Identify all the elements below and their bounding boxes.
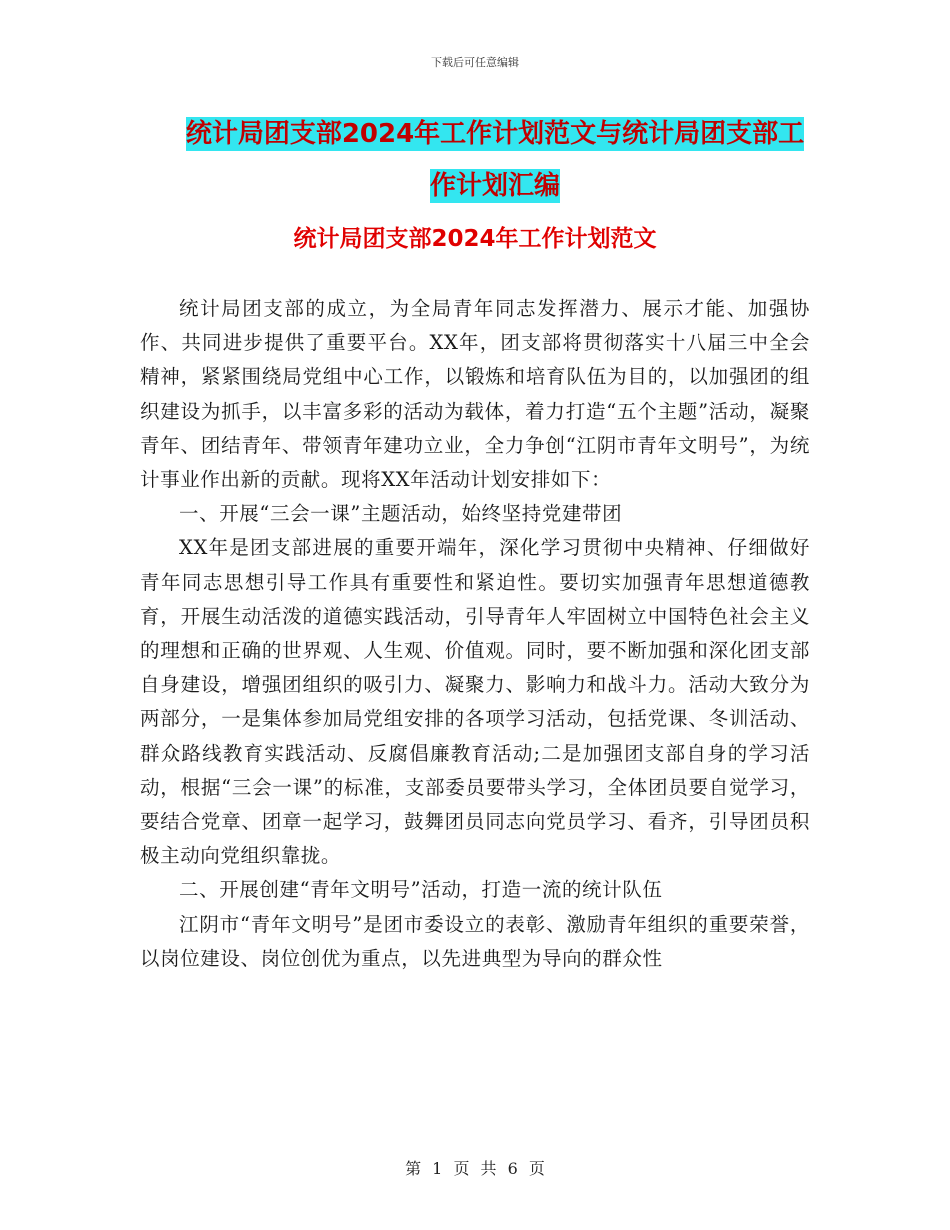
paragraph-heading: 二、开展创建“青年文明号”活动，打造一流的统计队伍 bbox=[179, 878, 663, 902]
title-line-1: 统计局团支部2024年工作计划范文与统计局团支部工 bbox=[185, 119, 805, 149]
paragraph: XX年是团支部进展的重要开端年，深化学习贯彻中央精神、仔细做好青年同志思想引导工作具有重要性和紧迫性。要切实加强青年思想道德教育，开展生动活泼的道德实践活动，引导青年人牢固树立中国特色社会主义的理想和正确的世界观、人生观、价值观。同时，要不断加强和深化团支部自身建设，增强团组织的吸引力、凝聚力、影响力和战斗力。活动大致分为两部分，一是集体参加局党组安排的各项学习活动，包括党课、冬训活动、群众路线教育实践活动、反腐倡廉教育活动;二是加强团支部自身的学习活动，根据“三会一课”的标准，支部委员要带头学习，全体团员要自觉学习，要结合党章、团章一起学习，鼓舞团员同志向党员学习、看齐，引导团员积极主动向党组织靠拢。 bbox=[140, 536, 810, 868]
section-title: 统计局团支部2024年工作计划范文 bbox=[293, 226, 657, 252]
body-text bbox=[140, 292, 810, 976]
title-line-2: 作计划汇编 bbox=[429, 171, 560, 201]
paragraph-heading: 一、开展“三会一课”主题活动，始终坚持党建带团 bbox=[179, 502, 623, 526]
header-note: 下载后可任意编辑 bbox=[431, 56, 519, 69]
document-title bbox=[140, 108, 850, 212]
page-footer: 第 1 页 共 6 页 bbox=[405, 1159, 545, 1178]
paragraph: 统计局团支部的成立，为全局青年同志发挥潜力、展示才能、加强协作、共同进步提供了重要平台。XX年，团支部将贯彻落实十八届三中全会精神，紧紧围绕局党组中心工作，以锻炼和培育队伍为目的，以加强团的组织建设为抓手，以丰富多彩的活动为载体，着力打造“五个主题”活动，凝聚青年、团结青年、带领青年建功立业，全力争创“江阴市青年文明号”，为统计事业作出新的贡献。现将XX年活动计划安排如下： bbox=[140, 297, 810, 492]
paragraph: 江阴市“青年文明号”是团市委设立的表彰、激励青年组织的重要荣誉，以岗位建设、岗位创优为重点，以先进典型为导向的群众性 bbox=[140, 912, 810, 970]
